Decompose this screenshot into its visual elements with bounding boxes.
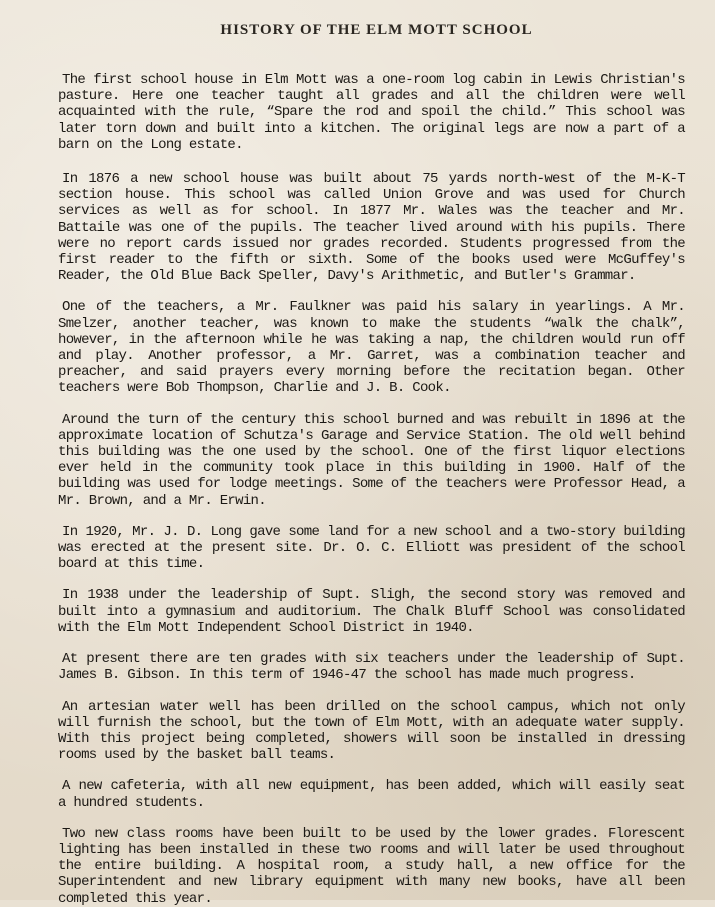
paragraph-rebuilt-1896: Around the turn of the century this school burned and was rebuilt in 1896 at the approximate location of Schutza's Garage and Service Station. The old well behind this building was the one used by the school. One of the first liquor elections ever held in the community took place in this building in 1900. Half of the building was used for lodge meetings. Some of the teachers were Professor Head, a Mr. Brown, and a Mr. Erwin. — [58, 411, 685, 509]
paragraph-present: At present there are ten grades with six teachers under the leadership of Supt. James B. Gibson. In this term of 1946-47 the school has made much progress. — [58, 651, 685, 684]
paragraph-first-school-house: The first school house in Elm Mott was a one-room log cabin in Lewis Christian's pasture. Here one teacher taught all grades and all the children were well acquainted with the rule, “Spare the rod and spoil the child.” This school was later torn down and built into a kitchen. The original legs are now a part of a barn on the Long estate. — [58, 72, 685, 153]
paragraph-class-rooms: Two new class rooms have been built to be used by the lower grades. Florescent lighting has been installed in these two rooms and will later be used throughout the entire building. A hospital room, a study hall, a new office for the Superintendent and new library equipment with many new books, have all been completed this year. — [58, 825, 685, 907]
paragraph-cafeteria: A new cafeteria, with all new equipment, has been added, which will easily seat a hundred students. — [58, 778, 685, 811]
paragraph-union-grove: In 1876 a new school house was built about 75 yards north-west of the M-K-T section house. This school was called Union Grove and was used for Church services as well as for school. In 1877 Mr. Wales was the teacher and Mr. Battaile was one of the pupils. The teacher lived around with his pupils. There were no report cards issued nor grades recorded. Students progressed from the first reader to the fifth or sixth. Some of the books used were McGuffey's Reader, the Old Blue Back Speller, Davy's Arithmetic, and Butler's Grammar. — [58, 171, 685, 285]
paragraph-1938: In 1938 under the leadership of Supt. Sligh, the second story was removed and built into a gymnasium and auditorium. The Chalk Bluff School was consolidated with the Elm Mott Independent School District in 1940. — [58, 587, 685, 636]
paragraph-1920: In 1920, Mr. J. D. Long gave some land for a new school and a two-story building was erected at the present site. Dr. O. C. Elliott was president of the school board at this time. — [58, 523, 685, 573]
paragraph-teachers: One of the teachers, a Mr. Faulkner was paid his salary in yearlings. A Mr. Smelzer, another teacher, was known to make the students “walk the chalk”, however, in the afternoon while he was taking a nap, the children would run off and play. Another professor, a Mr. Garret, was a combination teacher and preacher, and said prayers every morning before the recitation began. Other teachers were Bob Thompson, Charlie and J. B. Cook. — [58, 299, 685, 397]
paragraph-water-well: An artesian water well has been drilled on the school campus, which not only will furnish the school, but the town of Elm Mott, with an adequate water supply. With this project being completed, showers will soon be installed in dressing rooms used by the basket ball teams. — [58, 698, 685, 764]
document-title: HISTORY OF THE ELM MOTT SCHOOL — [220, 22, 533, 38]
